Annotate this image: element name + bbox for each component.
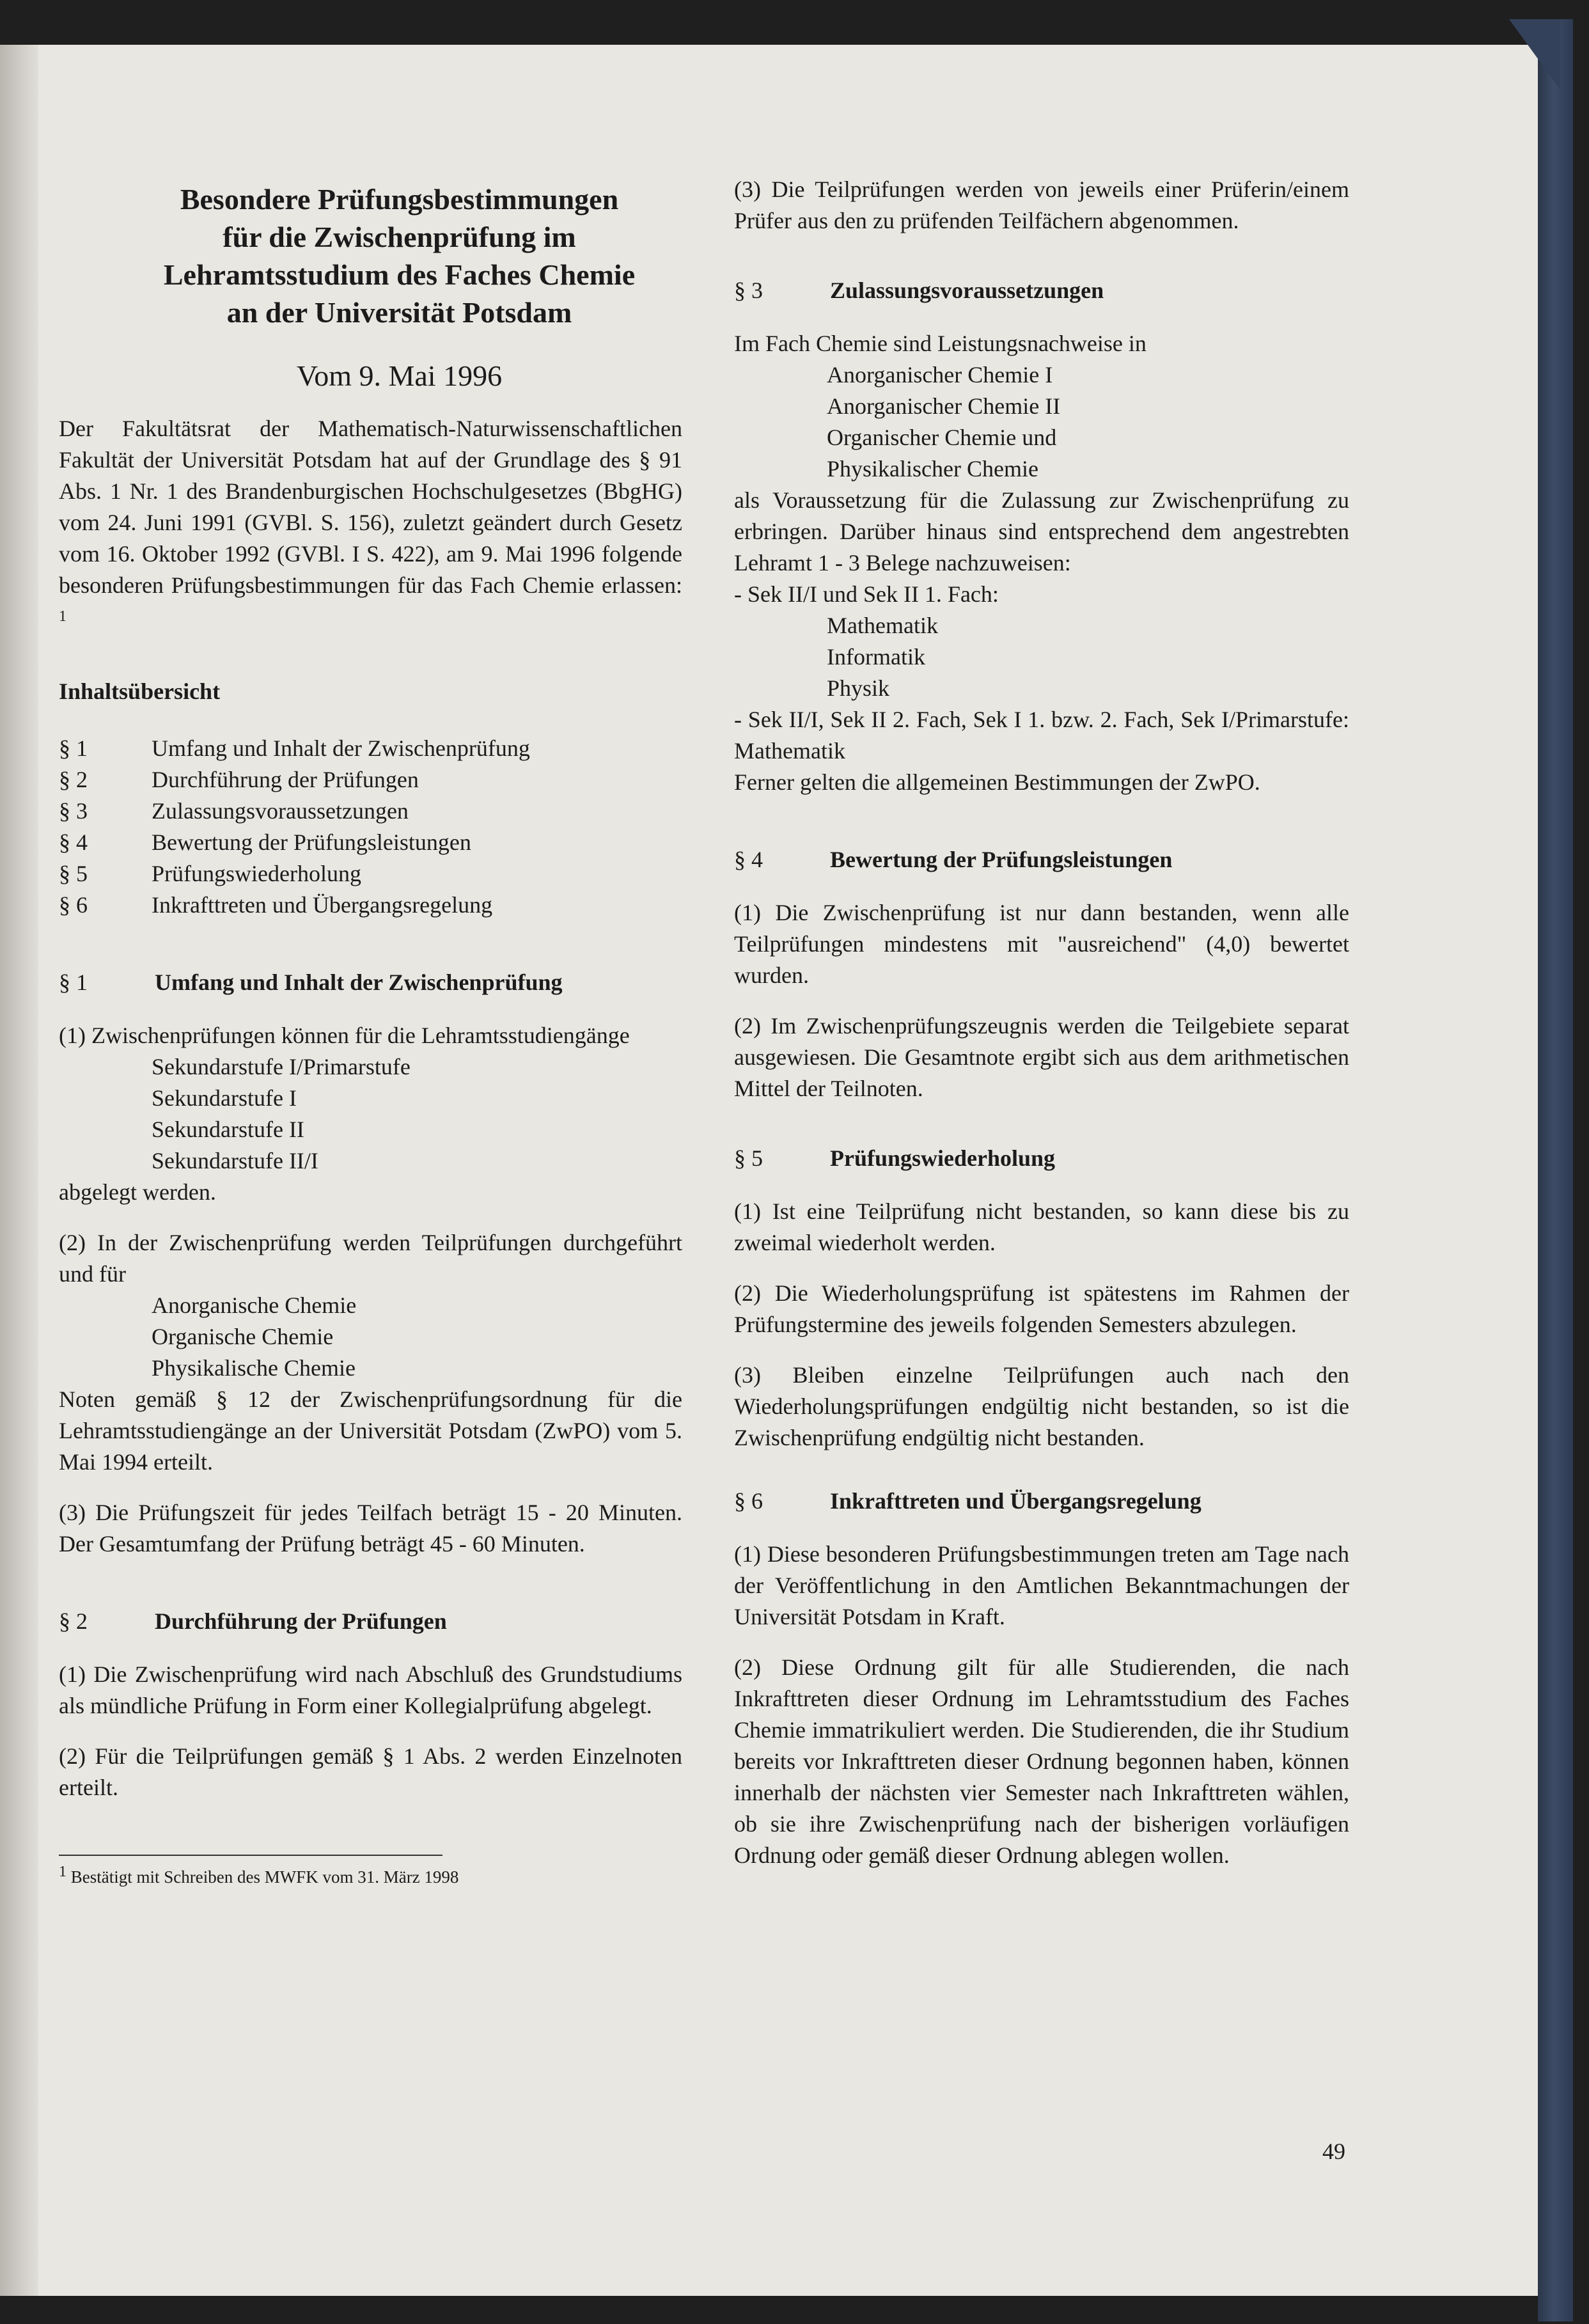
s3-item: Anorganischer Chemie II	[827, 393, 1061, 419]
book-gutter	[0, 45, 38, 2296]
s3-sek-item: Informatik	[827, 644, 925, 670]
s1-p1-end: abgelegt werden.	[59, 1179, 216, 1205]
s2-p2: (2) Für die Teilprüfungen gemäß § 1 Abs. 2 werden Einzelnoten erteilt.	[59, 1743, 682, 1800]
title-line-3: Lehramtsstudium des Faches Chemie	[163, 258, 636, 291]
toc-item	[59, 796, 682, 827]
s1-item: Sekundarstufe II/I	[152, 1148, 318, 1174]
s3-intro: Im Fach Chemie sind Leistungsnachweise in	[734, 331, 1147, 356]
s2-p3: (3) Die Teilprüfungen werden von jeweils einer Prüferin/einem Prüfer aus den zu prüfenden Teilfächern abgenommen.	[734, 177, 1349, 233]
section-3-heading	[734, 275, 1349, 306]
s1-item: Sekundarstufe II	[152, 1117, 304, 1142]
section-6-heading	[734, 1486, 1349, 1517]
preamble	[59, 413, 682, 638]
footnote-mark: 1	[59, 1864, 67, 1880]
s3-sek-item: Physik	[827, 675, 890, 701]
section-2-heading	[59, 1606, 682, 1637]
section-num: § 6	[734, 1488, 763, 1514]
s3-sek-line2: - Sek II/I, Sek II 2. Fach, Sek I 1. bzw. 2. Fach, Sek I/Primarstufe: Mathematik	[734, 707, 1349, 764]
toc-item-num: § 4	[59, 829, 88, 855]
s2-p1: (1) Die Zwischenprüfung wird nach Abschluß des Grundstudiums als mündliche Prüfung in Form einer Kollegialprüfung abgelegt.	[59, 1661, 682, 1718]
s3-item: Organischer Chemie und	[827, 425, 1057, 450]
preamble-text: Der Fakultätsrat der Mathematisch-Naturwissenschaftlichen Fakultät der Universität Potsdam hat auf der Grundlage des § 91 Abs. 1 Nr. 1 des Brandenburgischen Hochschulgesetzes (BbgHG) vom 24. Juni 1991 (GVBl. S. 156), zuletzt geändert durch Gesetz vom 16. Oktober 1992 (GVBl. I S. 422), am 9. Mai 1996 folgende besonderen Prüfungsbestimmungen für das Fach Chemie erlassen:	[59, 416, 682, 598]
section-title: Prüfungswiederholung	[830, 1145, 1056, 1171]
toc-item-num: § 2	[59, 767, 88, 792]
s1-p1-intro: (1) Zwischenprüfungen können für die Lehramtsstudiengänge	[59, 1023, 630, 1048]
toc-item-label: Zulassungsvoraussetzungen	[152, 798, 409, 824]
s6-p1: (1) Diese besonderen Prüfungsbestimmungen treten am Tage nach der Veröffentlichung in den Amtlichen Bekanntmachungen der Universität Potsdam in Kraft.	[734, 1541, 1349, 1629]
book-cover-edge	[1538, 19, 1573, 2321]
s3-sek-item: Mathematik	[827, 613, 938, 638]
section-title: Zulassungsvoraussetzungen	[830, 278, 1104, 303]
toc-item	[59, 858, 682, 890]
footnote-rule	[59, 1855, 442, 1856]
section-num: § 5	[734, 1145, 763, 1171]
page-number: 49	[1322, 2139, 1345, 2164]
toc-item-label: Bewertung der Prüfungsleistungen	[152, 829, 471, 855]
section-title: Umfang und Inhalt der Zwischenprüfung	[155, 970, 563, 995]
footnote-reference: 1	[59, 608, 67, 625]
s4-p2: (2) Im Zwischenprüfungszeugnis werden die Teilgebiete separat ausgewiesen. Die Gesamtnote ergibt sich aus dem arithmetischen Mittel der Teilnoten.	[734, 1013, 1349, 1101]
toc-item	[59, 890, 682, 921]
s1-item: Sekundarstufe I/Primarstufe	[152, 1054, 411, 1080]
s1-p3: (3) Die Prüfungszeit für jedes Teilfach beträgt 15 - 20 Minuten. Der Gesamtumfang der Prüfung beträgt 45 - 60 Minuten.	[59, 1500, 682, 1557]
s5-p1: (1) Ist eine Teilprüfung nicht bestanden, so kann diese bis zu zweimal wiederholt werden.	[734, 1198, 1349, 1255]
s3-item: Anorganischer Chemie I	[827, 362, 1053, 388]
toc-item	[59, 733, 682, 764]
s5-p3: (3) Bleiben einzelne Teilprüfungen auch nach den Wiederholungsprüfungen endgültig nicht bestanden, so ist die Zwischenprüfung endgültig nicht bestanden.	[734, 1362, 1349, 1450]
section-5-heading	[734, 1143, 1349, 1174]
s6-p2: (2) Diese Ordnung gilt für alle Studierenden, die nach Inkrafttreten dieser Ordnung im Lehramtsstudium des Faches Chemie immatrikuliert werden. Die Studierenden, die ihr Studium bereits vor Inkrafttreten dieser Ordnung begonnen haben, können innerhalb der nächsten vier Semester nach Inkrafttreten wählen, ob sie ihre Zwischenprüfung nach der bisherigen vorläufigen Ordnung oder gemäß dieser Ordnung ablegen wollen.	[734, 1654, 1349, 1868]
section-title: Inkrafttreten und Übergangsregelung	[830, 1488, 1202, 1514]
left-column	[59, 180, 682, 1888]
document-date: Vom 9. Mai 1996	[296, 359, 503, 392]
section-1-heading	[59, 967, 682, 998]
toc-item-label: Inkrafttreten und Übergangsregelung	[152, 892, 493, 918]
s1-item: Organische Chemie	[152, 1324, 334, 1349]
s3-sek-line: - Sek II/I und Sek II 1. Fach:	[734, 581, 999, 607]
section-num: § 1	[59, 970, 88, 995]
s5-p2: (2) Die Wiederholungsprüfung ist spätestens im Rahmen der Prüfungstermine des jeweils folgenden Semesters abzulegen.	[734, 1280, 1349, 1337]
title-line-4: an der Universität Potsdam	[226, 296, 572, 329]
section-num: § 4	[734, 847, 763, 872]
title-line-1: Besondere Prüfungsbestimmungen	[180, 183, 619, 216]
s1-p2-intro: (2) In der Zwischenprüfung werden Teilprüfungen durchgeführt und für	[59, 1230, 682, 1287]
toc-heading: Inhaltsübersicht	[59, 679, 221, 704]
document-title	[116, 180, 682, 331]
toc-item-label: Durchführung der Prüfungen	[152, 767, 419, 792]
toc-item-num: § 3	[59, 798, 88, 824]
toc-item-num: § 1	[59, 735, 88, 761]
title-line-2: für die Zwischenprüfung im	[223, 221, 576, 253]
section-num: § 3	[734, 278, 763, 303]
toc-item-label: Prüfungswiederholung	[152, 861, 361, 886]
s3-mid: als Voraussetzung für die Zulassung zur Zwischenprüfung zu erbringen. Darüber hinaus sind entsprechend dem angestrebten Lehramt 1 - 3 Belege nachzuweisen:	[734, 487, 1349, 576]
s3-end: Ferner gelten die allgemeinen Bestimmungen der ZwPO.	[734, 769, 1260, 795]
toc-item	[59, 764, 682, 796]
s1-item: Sekundarstufe I	[152, 1085, 297, 1111]
toc-item-label: Umfang und Inhalt der Zwischenprüfung	[152, 735, 530, 761]
s1-item: Physikalische Chemie	[152, 1355, 356, 1381]
section-title: Durchführung der Prüfungen	[155, 1608, 447, 1634]
toc-item-num: § 6	[59, 892, 88, 918]
right-column	[734, 174, 1349, 1890]
s4-p1: (1) Die Zwischenprüfung ist nur dann bestanden, wenn alle Teilprüfungen mindestens mit "ausreichend" (4,0) bewertet wurden.	[734, 900, 1349, 988]
s1-p2-end: Noten gemäß § 12 der Zwischenprüfungsordnung für die Lehramtsstudiengänge an der Universität Potsdam (ZwPO) vom 5. Mai 1994 erteilt.	[59, 1386, 682, 1475]
toc-item	[59, 827, 682, 858]
section-title: Bewertung der Prüfungsleistungen	[830, 847, 1173, 872]
table-of-contents	[59, 733, 682, 921]
footnote-text: Bestätigt mit Schreiben des MWFK vom 31. März 1998	[70, 1867, 459, 1887]
toc-item-num: § 5	[59, 861, 88, 886]
footnote	[59, 1861, 682, 1888]
section-num: § 2	[59, 1608, 88, 1634]
s1-item: Anorganische Chemie	[152, 1292, 357, 1318]
section-4-heading	[734, 844, 1349, 875]
s3-item: Physikalischer Chemie	[827, 456, 1038, 482]
